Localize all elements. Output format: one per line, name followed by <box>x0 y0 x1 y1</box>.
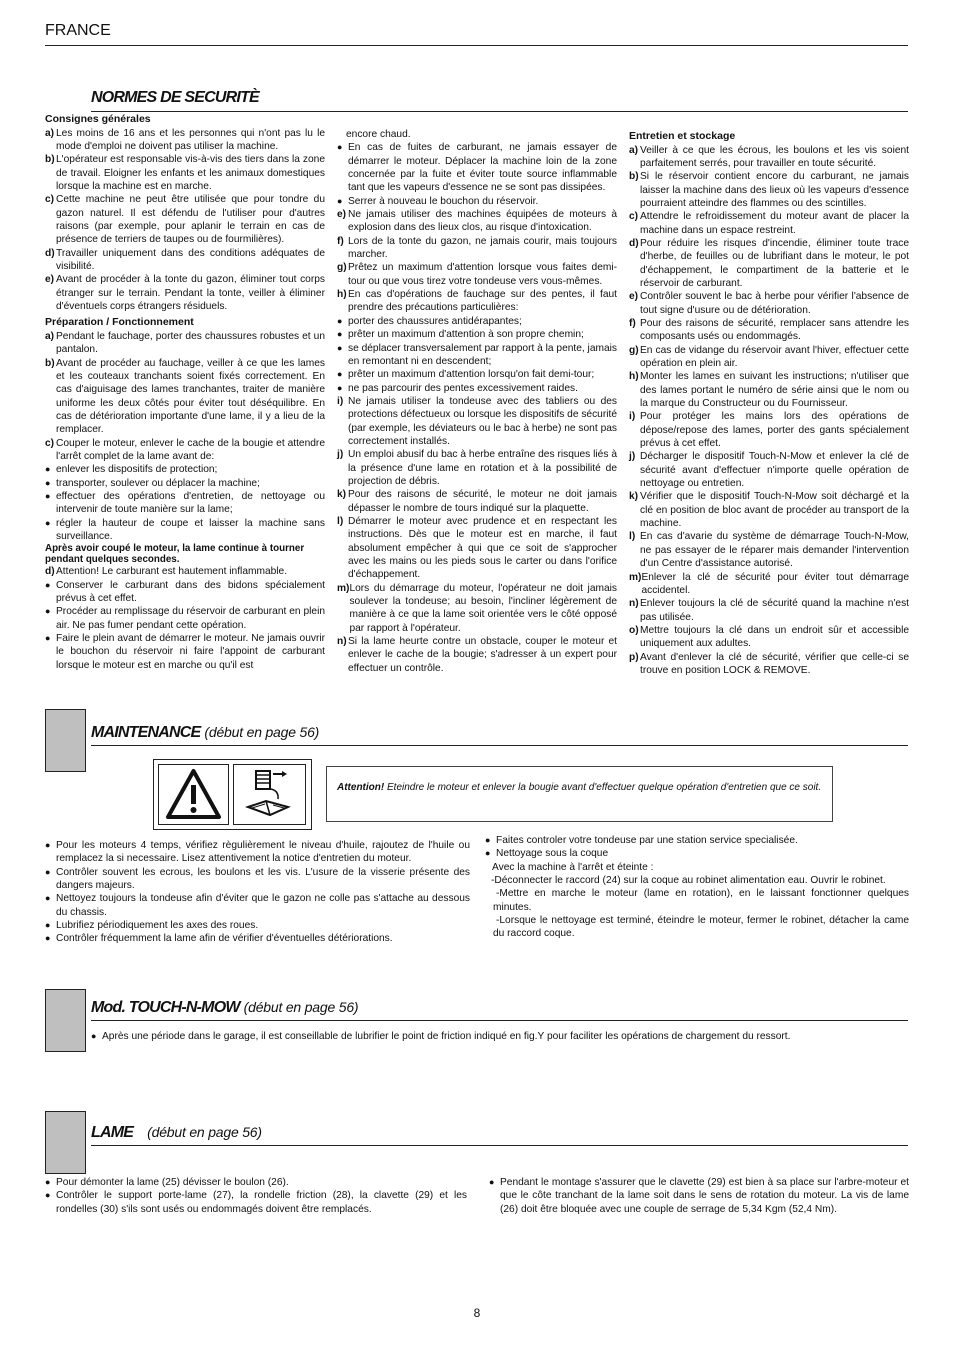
item-text: Pour les moteurs 4 temps, vérifiez règulièrement le niveau d'huile, rajoutez de l'huile ou remplacez la si necessaire. Lisez attentivement la notice d'entretien du moteur. <box>56 840 470 865</box>
list-item <box>629 237 909 290</box>
item-label: j) <box>337 449 344 461</box>
attention-label: Attention! <box>337 782 385 793</box>
list-item <box>337 635 617 675</box>
item-text: Contrôler le support porte-lame (27), la rondelle friction (28), la clavette (29) et les rondelles (30) s'ils sont usés ou endommagés doivent être remplacés. <box>56 1190 467 1215</box>
list-item <box>629 210 909 237</box>
item-label: ● <box>337 195 343 206</box>
item-label: h) <box>337 289 347 301</box>
item-label: g) <box>629 344 639 356</box>
item-text: Avant de procéder à la tonte du gazon, éliminer tout corps étranger sur le terrain. Pendant la tonte, veiller à éliminer d'éventuels corps étrangers résiduels. <box>56 274 325 312</box>
item-text: Après une période dans le garage, il est conseillable de lubrifier le point de friction indiqué en fig.Y pour faciliter les opérations de chargement du ressort. <box>102 1031 791 1042</box>
item-label: c) <box>45 194 55 206</box>
item-text: En cas de fuites de carburant, ne jamais essayer de démarrer le moteur. Déplacer la machine loin de la zone concernée par la fuite et éviter toute source inflammable tant que les vapeurs d'essence ne se sont pas dissipées. <box>348 142 617 194</box>
item-text: Avant de procéder au fauchage, veiller à ce que les lames et les couteaux tranchants soient fixés correctement. En cas d'aiguisage des lames tranchantes, traiter de manière uniforme les deux côtés pour éviter tout déséquilibre. En cas de détérioration importante d'une lame, il y a lieu de la remplacer. <box>56 357 325 436</box>
item-label: ● <box>45 920 51 931</box>
attention-box <box>326 766 833 822</box>
list-item <box>45 193 325 246</box>
item-text: Conserver le carburant dans des bidons spécialement prévus à cet effet. <box>56 579 325 604</box>
item-text: Ne jamais utiliser des machines équipées de moteurs à explosion dans des lieux clos, au risque d'intoxication. <box>348 209 617 234</box>
item-label: k) <box>337 489 347 501</box>
item-label: ● <box>45 840 51 850</box>
bullet-item <box>45 1176 467 1189</box>
item-label: i) <box>629 411 636 423</box>
item-text: Faire le plein avant de démarrer le moteur. Ne jamais ouvrir le bouchon du réservoir ni faire l'appoint de carburant lorsque le moteur est en marche ou qu'il est <box>56 633 325 671</box>
list-item <box>629 370 909 410</box>
section-title-maintenance: MAINTENANCE (début en page 56) <box>91 724 320 741</box>
bullet-item <box>337 368 617 381</box>
item-text: Pour protéger les mains lors des opérations de dépose/repose des lames, porter des gants spécialement prévus à cet effet. <box>640 411 909 450</box>
column-middle <box>337 128 617 675</box>
item-text: prêter un maximum d'attention à son propre chemin; <box>348 329 584 341</box>
list-item <box>629 144 909 171</box>
item-label: f) <box>337 235 344 247</box>
bullet-item <box>91 1030 909 1043</box>
item-text: En cas d'opérations de fauchage sur des pentes, il faut prendre des précautions particulières: <box>348 289 617 314</box>
item-text: Vérifier que le dispositif Touch-N-Mow soit déchargé et la clé en position de bloc avant de procéder au transport de la machine. <box>640 491 909 530</box>
item-label: e) <box>45 274 55 286</box>
maintenance-right <box>485 834 909 941</box>
item-label: ● <box>45 606 51 617</box>
list-item <box>629 490 909 530</box>
warning-triangle-icon <box>158 764 229 825</box>
item-label: ● <box>45 490 51 501</box>
item-text: Prêtez un maximum d'attention lorsque vous faites demi-tour ou que vous tirez votre tondeuse vers vous-mêmes. <box>348 262 617 287</box>
list-item <box>629 450 909 490</box>
touch-text <box>91 1030 909 1043</box>
list-item <box>629 530 909 570</box>
item-label: e) <box>337 209 347 221</box>
item-label: ● <box>45 517 51 528</box>
item-text: transporter, soulever ou déplacer la machine; <box>56 477 260 489</box>
item-label: a) <box>629 144 639 156</box>
item-text: Ne jamais utiliser la tondeuse avec des tabliers ou des protections défectueux ou lorsque les dispositifs de sécurité (par exemple, les déviateurs ou le bac à herbe) ne sont pas correctement installés. <box>348 395 617 447</box>
item-label: n) <box>629 598 639 610</box>
item-text: Faites controler votre tondeuse par une station service specialisée. <box>496 835 798 846</box>
list-item <box>629 624 909 651</box>
item-label: b) <box>629 171 639 183</box>
section-rule <box>91 745 908 746</box>
bullet-item <box>45 579 325 606</box>
list-item <box>337 261 617 288</box>
item-text: L'opérateur est responsable vis-à-vis des tiers dans la zone de travail. Eloigner les enfants et les animaux domestiques lorsque la machine est en marche. <box>56 154 325 192</box>
list-item <box>337 488 617 515</box>
item-label: d) <box>629 237 639 249</box>
item-label: k) <box>629 491 639 503</box>
maintenance-left <box>45 839 470 946</box>
item-text: Un emploi abusif du bac à herbe entraîne des risques liés à la présence d'une lame en rotation et à la possibilité de projection de débris. <box>348 449 617 487</box>
list-item <box>337 395 617 448</box>
manual-read-icon <box>233 764 306 825</box>
list-item <box>337 582 617 635</box>
text-line: -Lorsque le nettoyage est terminé, éteindre le moteur, fermer le robinet, détacher la came du raccord coque. <box>493 915 909 940</box>
item-label: ● <box>45 1190 51 1201</box>
text-line: Avec la machine à l'arrêt et éteinte : <box>492 861 654 873</box>
item-text: Démarrer le moteur avec prudence et en respectant les instructions. Dès que le moteur est en marche, il faut absolument empêcher à qui que ce soit de s'approcher avec les mains ou les pieds sous le carter ou dans l'orifice d'échappement. <box>348 515 617 581</box>
list-item <box>45 437 325 464</box>
item-label: m) <box>337 582 350 594</box>
item-label: p) <box>629 651 639 663</box>
item-label: ● <box>485 835 491 845</box>
item-label: e) <box>629 291 639 303</box>
item-text: enlever les dispositifs de protection; <box>56 464 218 476</box>
item-label: ● <box>91 1031 97 1041</box>
list-item <box>45 153 325 193</box>
item-label: n) <box>337 636 347 648</box>
list-item <box>45 330 325 357</box>
item-label: g) <box>337 262 347 274</box>
list-item <box>45 127 325 154</box>
section-rule <box>91 1145 908 1146</box>
item-text: Contrôler souvent les ecrous, les boulons et les vis. L'usure de la visserie présente des dangers majeurs. <box>56 866 470 892</box>
item-label: c) <box>45 437 55 449</box>
list-item <box>45 357 325 437</box>
lame-left <box>45 1176 467 1216</box>
list-item <box>629 651 909 678</box>
blade-note: Après avoir coupé le moteur, la lame continue à tourner pendant quelques secondes. <box>45 543 305 566</box>
item-text: Travailler uniquement dans des conditions adéquates de visibilité. <box>56 247 325 272</box>
item-text: Couper le moteur, enlever le cache de la bougie et attendre l'arrêt complet de la lame avant de: <box>56 437 325 462</box>
item-text: Contrôler fréquemment la lame afin de vérifier d'éventuelles détériorations. <box>56 933 393 945</box>
item-text: porter des chaussures antidérapantes; <box>348 315 522 327</box>
list-item <box>629 344 909 371</box>
item-label: d) <box>45 247 55 259</box>
item-label: a) <box>45 330 55 342</box>
bullet-item <box>337 141 617 194</box>
item-label: ● <box>45 933 51 944</box>
subheading-entretien: Entretien et stockage <box>629 130 736 142</box>
item-label: ● <box>485 848 491 859</box>
bullet-item <box>485 847 909 860</box>
item-text: ne pas parcourir des pentes excessivement raides. <box>348 382 578 394</box>
item-text: Pendant le montage s'assurer que le clavette (29) est bien à sa place sur l'arbre-moteur et que le côte tranchant de la lame soit dans le sens de rotation du moteur. La vis de lame (26) doit être bloquée avec une couple de serrage de 5,34 Kgm (52,4 Nm). <box>500 1177 909 1215</box>
item-text: Monter les lames en suivant les instructions; n'utiliser que des lames portant le numéro de série ainsi que le nom ou la marque du Constructeur ou du Fournisseur. <box>640 371 909 410</box>
item-label: f) <box>629 317 636 329</box>
page-number: 8 <box>473 1306 481 1320</box>
bullet-item <box>337 342 617 369</box>
bullet-item <box>337 195 617 208</box>
item-label: ● <box>337 342 343 353</box>
section-title-normes: NORMES DE SECURITÈ <box>91 89 259 106</box>
bullet-item <box>45 919 470 932</box>
bullet-item <box>45 463 325 476</box>
list-item <box>629 410 909 450</box>
bullet-item <box>45 1189 467 1216</box>
item-label: l) <box>337 515 344 527</box>
item-label: a) <box>45 127 55 139</box>
item-label: ● <box>45 893 51 904</box>
list-item <box>629 571 909 598</box>
bullet-item <box>45 517 325 544</box>
bullet-item <box>45 632 325 672</box>
item-text: Procéder au remplissage du réservoir de carburant en plein air. Ne pas fumer pendant cette opération. <box>56 606 325 631</box>
bullet-item <box>485 834 909 847</box>
item-text: Attendre le refroidissement du moteur avant de placer la machine dans un espace restreint. <box>640 211 909 236</box>
list-item <box>337 448 617 488</box>
item-label: ● <box>337 329 343 340</box>
item-text: En cas de vidange du réservoir avant l'hiver, effectuer cette opération en plein air. <box>640 344 909 369</box>
item-text: Serrer à nouveau le bouchon du réservoir. <box>348 195 539 207</box>
list-item <box>337 208 617 235</box>
column-right <box>629 130 909 677</box>
item-text: Pour des raisons de sécurité, le moteur ne doit jamais dépasser le nombre de tours indiqué sur la plaquette. <box>348 489 617 514</box>
item-label: ● <box>337 382 343 393</box>
list-item <box>629 597 909 624</box>
item-label: c) <box>629 211 639 223</box>
bullet-item <box>45 892 470 919</box>
item-label: b) <box>45 154 55 166</box>
column-left <box>45 113 325 672</box>
item-text: Décharger le dispositif Touch-N-Mow et enlever la clé de sécurité avant d'effectuer n'importe quelle opération de nettoyage ou entretien. <box>640 451 909 490</box>
item-text: Lubrifiez périodiquement les axes des roues. <box>56 920 259 932</box>
subheading-preparation: Préparation / Fonctionnement <box>45 316 194 329</box>
item-text: Les moins de 16 ans et les personnes qui n'ont pas lu le mode d'emploi ne doivent pas utiliser la machine. <box>56 127 325 152</box>
item-label: ● <box>45 866 51 877</box>
item-text: Cette machine ne peut être utilisée que pour tondre du gazon naturel. Il est défendu de l'utiliser pour d'autres raisons (par exemple, pour aplanir le terrain en cas de présence de terriers de taupes ou de fourmilières). <box>56 194 325 246</box>
section-tab-touch <box>45 989 86 1052</box>
item-text: Contrôler souvent le bac à herbe pour vérifier l'absence de tout signe d'usure ou de détérioration. <box>640 291 909 316</box>
item-label: ● <box>489 1177 495 1187</box>
item-text: Avant d'enlever la clé de sécurité, vérifier que celle-ci se trouve en position LOCK & REMOVE. <box>640 651 909 676</box>
item-text: effectuer des opérations d'entretien, de nettoyage ou intervenir de toute manière sur la lame; <box>56 490 325 516</box>
bullet-item <box>45 490 325 517</box>
item-label: o) <box>629 624 639 636</box>
country-label: FRANCE <box>45 22 111 39</box>
item-text: Mettre toujours la clé dans un endroit sûr et accessible uniquement aux adultes. <box>640 624 909 650</box>
item-label: d) <box>45 566 55 578</box>
lame-right <box>489 1176 909 1216</box>
item-label: m) <box>629 571 642 583</box>
header-rule <box>45 45 908 46</box>
item-text: Lors du démarrage du moteur, l'opérateur ne doit jamais soulever la tondeuse; au besoin, l'incliner légèrement de manière à ce que la lame soit orientée vers le côté opposé par rapport à l'opérateur. <box>349 582 617 634</box>
section-title-lame: LAME (début en page 56) <box>91 1124 262 1141</box>
list-item <box>45 565 325 578</box>
attention-text: Eteindre le moteur et enlever la bougie avant d'effectuer quelque opération d'entretien que ce soit. <box>384 782 822 793</box>
item-text: Pour réduire les risques d'incendie, éliminer toute trace d'herbe, de feuilles ou de lubrifiant dans le moteur, le pot d'échappement, le compartiment de la batterie et le réservoir de carburant. <box>640 237 909 289</box>
item-text: Nettoyage sous la coque <box>496 848 609 860</box>
list-item <box>337 515 617 582</box>
item-text: Veiller à ce que les écrous, les boulons et les vis soient parfaitement serrés, pour travailler en toute sécurité. <box>640 144 909 169</box>
warning-pictogram <box>153 759 312 830</box>
item-text: Pour des raisons de sécurité, remplacer sans attendre les composants usés ou endommagés. <box>640 317 909 343</box>
subheading-consignes: Consignes générales <box>45 113 151 125</box>
bullet-item <box>45 839 470 866</box>
item-label: ● <box>45 633 51 644</box>
item-label: ● <box>45 477 51 488</box>
text-line: -Mettre en marche le moteur (lame en rotation), en le laissant fonctionner quelques minutes. <box>493 888 909 913</box>
section-tab-maintenance <box>45 709 86 772</box>
item-label: ● <box>45 579 51 590</box>
item-label: j) <box>629 451 636 463</box>
bullet-item <box>45 866 470 893</box>
item-text: Pendant le fauchage, porter des chaussures robustes et un pantalon. <box>56 330 325 356</box>
item-label: l) <box>629 531 636 543</box>
bullet-item <box>45 477 325 490</box>
item-label: b) <box>45 357 55 369</box>
item-text: prêter un maximum d'attention lorsqu'on fait demi-tour; <box>348 369 595 381</box>
list-item <box>45 273 325 313</box>
item-text: Attention! Le carburant est hautement inflammable. <box>56 566 288 578</box>
item-label: ● <box>45 1177 51 1187</box>
list-item <box>629 290 909 317</box>
bullet-item <box>489 1176 909 1216</box>
list-item <box>629 317 909 344</box>
bullet-item <box>337 315 617 328</box>
text-line: -Déconnecter le raccord (24) sur la coque au robinet alimentation eau. Ouvrir le robinet. <box>491 875 886 887</box>
list-item <box>337 235 617 262</box>
section-title-touch: Mod. TOUCH-N-MOW (début en page 56) <box>91 999 359 1016</box>
item-text: se déplacer transversalement par rapport à la pente, jamais en remontant ni en descendent; <box>348 342 617 367</box>
item-text: Lors de la tonte du gazon, ne jamais courir, mais toujours marcher. <box>348 235 617 261</box>
item-text: Si la lame heurte contre un obstacle, couper le moteur et enlever le cache de la bougie; s'adresser à un expert pour effectuer un contrôle. <box>348 636 617 674</box>
continued-text: encore chaud. <box>346 129 411 140</box>
item-label: ● <box>45 464 51 475</box>
item-label: ● <box>337 315 343 326</box>
item-text: Pour démonter la lame (25) dévisser le boulon (26). <box>56 1177 289 1188</box>
section-tab-lame <box>45 1111 86 1174</box>
list-item <box>45 247 325 274</box>
item-label: i) <box>337 395 344 407</box>
item-text: En cas d'avarie du système de démarrage Touch-N-Mow, ne pas essayer de le réparer mais demander l'intervention d'un Centre d'assistance autorisé. <box>640 531 909 570</box>
item-text: Si le réservoir contient encore du carburant, ne jamais laisser la machine dans des lieux où les vapeurs d'essence pourraient atteindre des flammes ou des scintilles. <box>640 171 909 209</box>
item-text: Enlever toujours la clé de sécurité quand la machine n'est pas utilisée. <box>640 598 909 623</box>
list-item <box>629 170 909 210</box>
list-item <box>337 288 617 315</box>
item-text: Nettoyez toujours la tondeuse afin d'éviter que le gazon ne colle pas s'attache au dessous du chassis. <box>56 893 470 918</box>
bullet-item <box>337 382 617 395</box>
bullet-item <box>45 932 470 945</box>
item-label: ● <box>337 142 343 153</box>
bullet-item <box>45 605 325 632</box>
item-text: régler la hauteur de coupe et laisser la machine sans surveillance. <box>56 517 325 542</box>
bullet-item <box>337 328 617 341</box>
item-text: Enlever la clé de sécurité pour éviter tout démarrage accidentel. <box>641 571 909 596</box>
item-label: h) <box>629 371 639 383</box>
section-rule <box>91 111 908 112</box>
section-rule <box>91 1020 908 1021</box>
item-label: ● <box>337 369 343 380</box>
